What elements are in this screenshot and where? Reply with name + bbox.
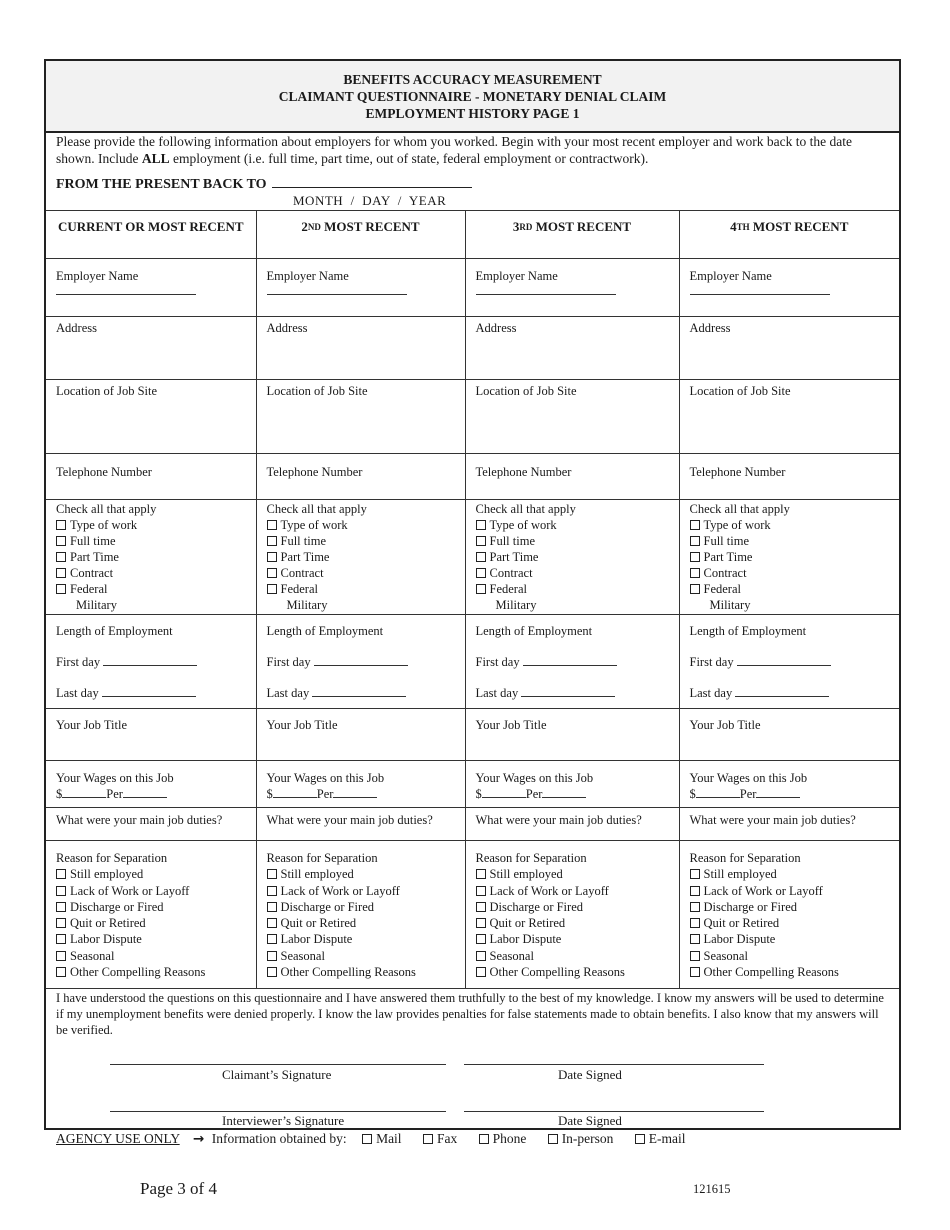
location-label: Location of Job Site: [266, 384, 368, 398]
discharge-checkbox[interactable]: [476, 902, 486, 912]
column-header: 4TH MOST RECENT: [679, 211, 899, 259]
employer-2-cell[interactable]: [256, 500, 465, 615]
date-signed-line-2[interactable]: [464, 1111, 764, 1112]
last-day-label: Last day: [689, 686, 733, 700]
dollar-label: $: [266, 787, 273, 801]
length-label: Length of Employment: [266, 624, 384, 638]
still-employed-checkbox[interactable]: [690, 869, 700, 879]
employer-3-cell[interactable]: [465, 761, 679, 808]
employer-3-cell[interactable]: [465, 259, 679, 317]
attestation-statement: I have understood the questions on this questionnaire and I have answered them truthfully to the best of my knowledge. I know my answers will be used to determine if my unemployment benefits were denied properly. I know the law provides penalties for false statements made to obtain benefits. I also know that my answers will be verified.: [56, 991, 884, 1037]
military-label: Military: [286, 598, 328, 612]
quit-checkbox[interactable]: [56, 918, 66, 928]
other-reasons-checkbox[interactable]: [267, 967, 277, 977]
wage-amount-field[interactable]: [696, 786, 740, 798]
date-signed-label-1: Date Signed: [558, 1067, 622, 1082]
labor-dispute-checkbox[interactable]: [476, 934, 486, 944]
federal-label: Federal: [703, 582, 741, 596]
contract-label: Contract: [489, 566, 533, 580]
contract-checkbox[interactable]: [476, 568, 486, 578]
other-label: Other Compelling Reasons: [703, 965, 839, 980]
from-date-row: [56, 175, 472, 193]
employer-3-cell[interactable]: [465, 500, 679, 615]
lack-of-work-checkbox[interactable]: [690, 886, 700, 896]
employer-3-cell[interactable]: [465, 709, 679, 761]
employer-2-cell[interactable]: [256, 709, 465, 761]
option-label: E-mail: [648, 1131, 686, 1146]
seasonal-label: Seasonal: [489, 948, 534, 963]
option-label: Phone: [492, 1131, 527, 1146]
employer-1-cell[interactable]: [46, 761, 256, 808]
military-label: Military: [495, 598, 537, 612]
federal-checkbox[interactable]: [56, 584, 66, 594]
quit-checkbox[interactable]: [476, 918, 486, 928]
contract-label: Contract: [703, 566, 747, 580]
job-title-row: [46, 709, 899, 761]
arrow-right-icon: →: [193, 1131, 205, 1147]
address-label: Address: [56, 321, 97, 335]
intro-text: Please provide the following information about employers for whom you worked. Begin with your most recent employer and work back to the date shown. Include: [56, 134, 852, 166]
employer-1-cell[interactable]: [46, 380, 256, 454]
per-label: Per: [525, 787, 543, 801]
other-label: Other Compelling Reasons: [70, 965, 206, 980]
first-day-field[interactable]: [103, 654, 197, 666]
header-line-3: EMPLOYMENT HISTORY PAGE 1: [365, 106, 580, 121]
discharge-label: Discharge or Fired: [280, 899, 374, 914]
employer-2-cell[interactable]: [256, 761, 465, 808]
employer-2-cell[interactable]: [256, 808, 465, 841]
part-time-label: Part Time: [489, 550, 539, 564]
labor-label: Labor Dispute: [703, 932, 776, 947]
option-label: In-person: [561, 1131, 614, 1146]
labor-dispute-checkbox[interactable]: [56, 934, 66, 944]
option-label: Mail: [376, 1131, 402, 1146]
employment-history-table: [46, 210, 899, 989]
employer-4-cell[interactable]: [679, 615, 899, 709]
discharge-checkbox[interactable]: [690, 902, 700, 912]
in-person-checkbox[interactable]: [548, 1134, 558, 1144]
employer-2-cell[interactable]: [256, 259, 465, 317]
last-day-label: Last day: [56, 686, 99, 700]
still-employed-checkbox[interactable]: [476, 869, 486, 879]
federal-checkbox[interactable]: [476, 584, 486, 594]
last-day-field[interactable]: [312, 685, 406, 697]
type-of-work-checkbox[interactable]: [56, 520, 66, 530]
federal-label: Federal: [70, 582, 108, 596]
reason-label: Reason for Separation: [689, 851, 801, 865]
employer-4-cell[interactable]: [679, 317, 899, 380]
lack-of-work-label: Lack of Work or Layoff: [489, 883, 609, 898]
military-label: Military: [709, 598, 751, 612]
employer-3-cell[interactable]: [465, 615, 679, 709]
questionnaire-frame: [44, 59, 901, 1130]
duties-label: What were your main job duties?: [475, 813, 642, 827]
last-day-field[interactable]: [102, 685, 196, 697]
first-day-field[interactable]: [314, 654, 408, 666]
employer-name-row: [46, 259, 899, 317]
employer-3-cell[interactable]: [465, 841, 679, 989]
check-all-label: Check all that apply: [266, 502, 367, 516]
agency-use-row: [56, 1131, 686, 1147]
employer-3-cell[interactable]: [465, 317, 679, 380]
still-employed-checkbox[interactable]: [267, 869, 277, 879]
wages-label: Your Wages on this Job: [689, 771, 808, 785]
quit-checkbox[interactable]: [690, 918, 700, 928]
date-format-hint: MONTH / DAY / YEAR: [293, 193, 447, 208]
part-time-checkbox[interactable]: [690, 552, 700, 562]
claimant-signature-label: Claimant’s Signature: [222, 1067, 332, 1082]
header-line-2: CLAIMANT QUESTIONNAIRE - MONETARY DENIAL CLAIM: [278, 89, 667, 104]
address-label: Address: [689, 321, 731, 335]
other-reasons-checkbox[interactable]: [690, 967, 700, 977]
form-header: [46, 61, 899, 133]
labor-dispute-checkbox[interactable]: [690, 934, 700, 944]
lack-of-work-label: Lack of Work or Layoff: [70, 883, 190, 898]
part-time-checkbox[interactable]: [267, 552, 277, 562]
employer-2-cell[interactable]: [256, 454, 465, 500]
wages-label: Your Wages on this Job: [266, 771, 385, 785]
claimant-signature-line[interactable]: [110, 1064, 446, 1065]
duties-label: What were your main job duties?: [689, 813, 856, 827]
still-employed-label: Still employed: [280, 867, 354, 882]
seasonal-checkbox[interactable]: [476, 951, 486, 961]
still-employed-label: Still employed: [703, 867, 777, 882]
wage-period-field[interactable]: [333, 786, 377, 798]
instructions: [56, 133, 891, 167]
telephone-label: Telephone Number: [475, 465, 572, 479]
federal-label: Federal: [280, 582, 318, 596]
employer-name-field[interactable]: [267, 294, 407, 295]
federal-label: Federal: [489, 582, 527, 596]
check-all-label: Check all that apply: [56, 502, 157, 516]
length-label: Length of Employment: [689, 624, 807, 638]
intro-emphasis: ALL: [141, 151, 170, 166]
employer-1-cell[interactable]: [46, 454, 256, 500]
telephone-label: Telephone Number: [689, 465, 786, 479]
contract-label: Contract: [280, 566, 324, 580]
military-label: Military: [76, 598, 117, 612]
full-time-label: Full time: [703, 534, 749, 548]
telephone-label: Telephone Number: [56, 465, 152, 479]
address-label: Address: [266, 321, 308, 335]
option-label: Fax: [436, 1131, 458, 1146]
reason-label: Reason for Separation: [56, 851, 168, 865]
seasonal-label: Seasonal: [280, 948, 325, 963]
discharge-label: Discharge or Fired: [489, 899, 583, 914]
job-title-label: Your Job Title: [266, 718, 338, 732]
wage-amount-field[interactable]: [273, 786, 317, 798]
discharge-checkbox[interactable]: [267, 902, 277, 912]
per-label: Per: [106, 787, 123, 801]
employer-name-label: Employer Name: [56, 269, 139, 283]
full-time-checkbox[interactable]: [690, 536, 700, 546]
full-time-checkbox[interactable]: [267, 536, 277, 546]
employer-1-cell[interactable]: [46, 709, 256, 761]
wages-row: [46, 761, 899, 808]
wages-label: Your Wages on this Job: [475, 771, 594, 785]
intro-text-end: employment (i.e. full time, part time, out of state, federal employment or contractwork).: [169, 151, 649, 166]
last-day-label: Last day: [475, 686, 519, 700]
type-of-work-label: Type of work: [280, 518, 348, 532]
still-employed-checkbox[interactable]: [56, 869, 66, 879]
address-row: [46, 317, 899, 380]
last-day-field[interactable]: [735, 685, 829, 697]
job-title-label: Your Job Title: [475, 718, 547, 732]
contract-label: Contract: [70, 566, 114, 580]
reason-label: Reason for Separation: [266, 851, 378, 865]
interviewer-signature-line[interactable]: [110, 1111, 446, 1112]
page-number: Page 3 of 4: [140, 1179, 217, 1198]
column-header: 2ND MOST RECENT: [256, 211, 465, 259]
part-time-label: Part Time: [70, 550, 119, 564]
discharge-label: Discharge or Fired: [703, 899, 797, 914]
employer-2-cell[interactable]: [256, 317, 465, 380]
labor-label: Labor Dispute: [489, 932, 562, 947]
quit-label: Quit or Retired: [703, 916, 780, 931]
employer-1-cell[interactable]: [46, 615, 256, 709]
separation-row: [46, 841, 899, 989]
employer-4-cell[interactable]: [679, 808, 899, 841]
per-label: Per: [739, 787, 757, 801]
first-day-label: First day: [56, 655, 101, 669]
employer-3-cell[interactable]: [465, 380, 679, 454]
length-label: Length of Employment: [475, 624, 593, 638]
first-day-label: First day: [689, 655, 734, 669]
other-label: Other Compelling Reasons: [280, 965, 416, 980]
telephone-row: [46, 454, 899, 500]
full-time-label: Full time: [280, 534, 326, 548]
wage-amount-field[interactable]: [482, 786, 526, 798]
seasonal-label: Seasonal: [70, 948, 115, 963]
dollar-label: $: [475, 787, 482, 801]
quit-label: Quit or Retired: [70, 916, 146, 931]
employer-4-cell[interactable]: [679, 259, 899, 317]
employer-name-field[interactable]: [476, 294, 616, 295]
employer-4-cell[interactable]: [679, 709, 899, 761]
employer-1-cell[interactable]: [46, 841, 256, 989]
form-code: 121615: [693, 1182, 731, 1196]
seasonal-label: Seasonal: [703, 948, 748, 963]
employer-4-cell[interactable]: [679, 761, 899, 808]
interviewer-signature-label: Interviewer’s Signature: [222, 1113, 345, 1128]
first-day-field[interactable]: [737, 654, 831, 666]
employer-3-cell[interactable]: [465, 454, 679, 500]
dollar-label: $: [56, 787, 63, 801]
part-time-checkbox[interactable]: [56, 552, 66, 562]
employer-2-cell[interactable]: [256, 615, 465, 709]
lack-of-work-label: Lack of Work or Layoff: [703, 883, 823, 898]
length-row: [46, 615, 899, 709]
first-day-label: First day: [475, 655, 520, 669]
full-time-label: Full time: [489, 534, 535, 548]
type-of-work-label: Type of work: [703, 518, 771, 532]
info-obtained-label: Information obtained by:: [211, 1131, 347, 1146]
contract-checkbox[interactable]: [267, 568, 277, 578]
type-of-work-label: Type of work: [489, 518, 557, 532]
discharge-checkbox[interactable]: [56, 902, 66, 912]
part-time-label: Part Time: [280, 550, 330, 564]
contract-checkbox[interactable]: [690, 568, 700, 578]
type-of-work-checkbox[interactable]: [267, 520, 277, 530]
lack-of-work-label: Lack of Work or Layoff: [280, 883, 400, 898]
type-of-work-checkbox[interactable]: [690, 520, 700, 530]
reason-label: Reason for Separation: [475, 851, 587, 865]
last-day-field[interactable]: [521, 685, 615, 697]
location-label: Location of Job Site: [689, 384, 791, 398]
other-reasons-checkbox[interactable]: [476, 967, 486, 977]
type-of-work-label: Type of work: [70, 518, 138, 532]
duties-label: What were your main job duties?: [56, 813, 223, 827]
seasonal-checkbox[interactable]: [690, 951, 700, 961]
discharge-label: Discharge or Fired: [70, 899, 164, 914]
full-time-checkbox[interactable]: [476, 536, 486, 546]
contract-checkbox[interactable]: [56, 568, 66, 578]
telephone-label: Telephone Number: [266, 465, 363, 479]
employer-4-cell[interactable]: [679, 380, 899, 454]
wage-period-field[interactable]: [542, 786, 586, 798]
employer-name-field[interactable]: [690, 294, 830, 295]
employer-name-field[interactable]: [56, 294, 196, 295]
employer-4-cell[interactable]: [679, 500, 899, 615]
federal-checkbox[interactable]: [690, 584, 700, 594]
part-time-checkbox[interactable]: [476, 552, 486, 562]
lack-of-work-checkbox[interactable]: [476, 886, 486, 896]
wage-period-field[interactable]: [123, 786, 167, 798]
full-time-label: Full time: [70, 534, 116, 548]
duties-row: [46, 808, 899, 841]
email-checkbox[interactable]: [635, 1134, 645, 1144]
employer-1-cell[interactable]: [46, 259, 256, 317]
employer-2-cell[interactable]: [256, 841, 465, 989]
job-title-label: Your Job Title: [56, 718, 127, 732]
type-of-work-row: [46, 500, 899, 615]
seasonal-checkbox[interactable]: [267, 951, 277, 961]
seasonal-checkbox[interactable]: [56, 951, 66, 961]
wages-label: Your Wages on this Job: [56, 771, 174, 785]
header-line-1: BENEFITS ACCURACY MEASUREMENT: [343, 72, 602, 87]
wage-period-field[interactable]: [756, 786, 800, 798]
per-label: Per: [316, 787, 334, 801]
employer-3-cell[interactable]: [465, 808, 679, 841]
other-reasons-checkbox[interactable]: [56, 967, 66, 977]
type-of-work-checkbox[interactable]: [476, 520, 486, 530]
location-label: Location of Job Site: [56, 384, 158, 398]
column-header: 3RD MOST RECENT: [465, 211, 679, 259]
fax-checkbox[interactable]: [423, 1134, 433, 1144]
employer-4-cell[interactable]: [679, 841, 899, 989]
first-day-field[interactable]: [523, 654, 617, 666]
wage-amount-field[interactable]: [62, 786, 106, 798]
labor-label: Labor Dispute: [280, 932, 353, 947]
from-date-label: FROM THE PRESENT BACK TO: [56, 177, 267, 192]
date-signed-line-1[interactable]: [464, 1064, 764, 1065]
job-title-label: Your Job Title: [689, 718, 761, 732]
agency-use-label: AGENCY USE ONLY: [56, 1131, 180, 1146]
employer-2-cell[interactable]: [256, 380, 465, 454]
quit-label: Quit or Retired: [489, 916, 566, 931]
employer-1-cell[interactable]: [46, 317, 256, 380]
part-time-label: Part Time: [703, 550, 753, 564]
address-label: Address: [475, 321, 517, 335]
employer-1-cell[interactable]: [46, 808, 256, 841]
column-header-row: [46, 211, 899, 259]
last-day-label: Last day: [266, 686, 310, 700]
dollar-label: $: [689, 787, 696, 801]
labor-label: Labor Dispute: [70, 932, 142, 947]
phone-checkbox[interactable]: [479, 1134, 489, 1144]
employer-1-cell[interactable]: [46, 500, 256, 615]
duties-label: What were your main job duties?: [266, 813, 433, 827]
labor-dispute-checkbox[interactable]: [267, 934, 277, 944]
federal-checkbox[interactable]: [267, 584, 277, 594]
location-label: Location of Job Site: [475, 384, 577, 398]
still-employed-label: Still employed: [489, 867, 563, 882]
check-all-label: Check all that apply: [689, 502, 790, 516]
quit-label: Quit or Retired: [280, 916, 357, 931]
from-date-field[interactable]: [272, 175, 472, 188]
location-row: [46, 380, 899, 454]
lack-of-work-checkbox[interactable]: [56, 886, 66, 896]
employer-4-cell[interactable]: [679, 454, 899, 500]
quit-checkbox[interactable]: [267, 918, 277, 928]
other-label: Other Compelling Reasons: [489, 965, 625, 980]
employer-name-label: Employer Name: [266, 269, 349, 283]
full-time-checkbox[interactable]: [56, 536, 66, 546]
date-signed-label-2: Date Signed: [558, 1113, 622, 1128]
lack-of-work-checkbox[interactable]: [267, 886, 277, 896]
length-label: Length of Employment: [56, 624, 173, 638]
check-all-label: Check all that apply: [475, 502, 576, 516]
column-header: CURRENT OR MOST RECENT: [46, 211, 256, 259]
employer-name-label: Employer Name: [475, 269, 558, 283]
first-day-label: First day: [266, 655, 311, 669]
still-employed-label: Still employed: [70, 867, 144, 882]
mail-checkbox[interactable]: [362, 1134, 372, 1144]
employer-name-label: Employer Name: [689, 269, 772, 283]
